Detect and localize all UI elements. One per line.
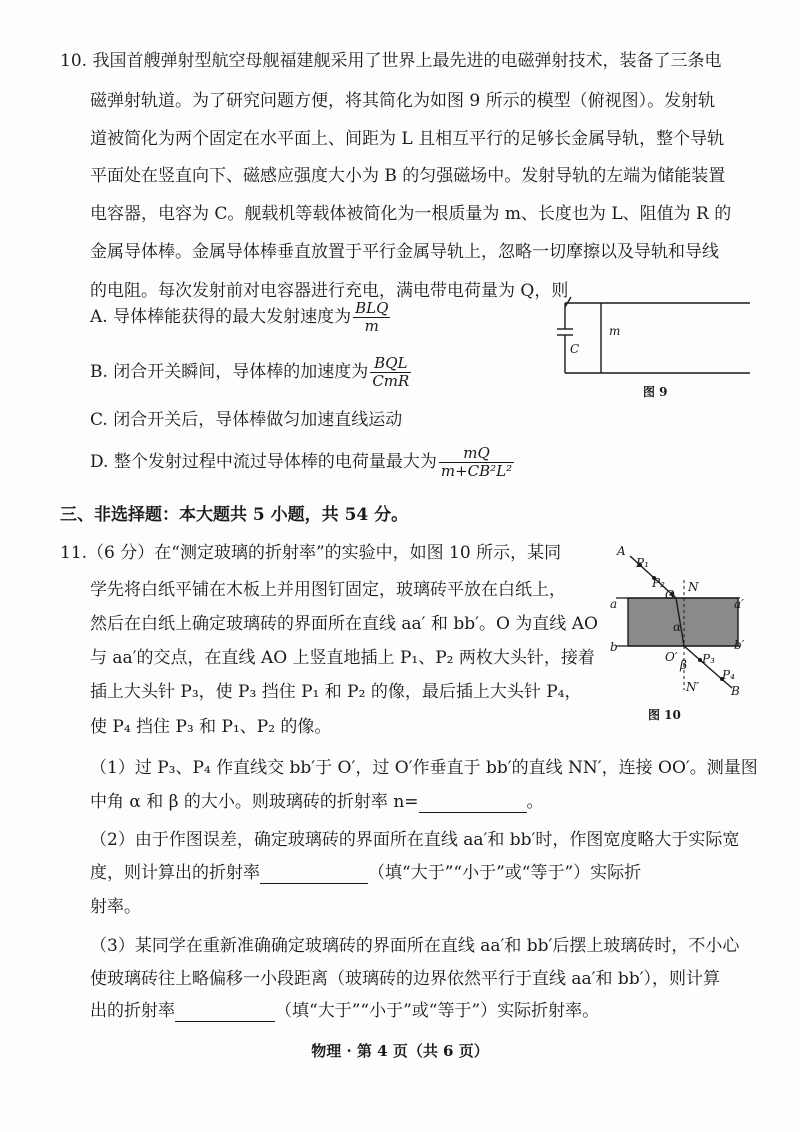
fig10-label-B: B <box>731 684 740 698</box>
q11-part2-text: 度，则计算出的折射率 <box>90 863 260 883</box>
q10-line-2: 磁弹射轨道。为了研究问题方便，将其简化为如图 9 所示的模型（俯视图）。发射轨 <box>90 91 716 111</box>
q10-line-6: 金属导体棒。金属导体棒垂直放置于平行金属导轨上，忽略一切摩擦以及导轨和导线 <box>90 242 719 262</box>
fig10-label-a: a <box>610 597 618 611</box>
q10-line-3: 道被简化为两个固定在水平面上、间距为 L 且相互平行的足够长金属导轨，整个导轨 <box>90 129 725 149</box>
option-d-text: D. 整个发射过程中流过导体棒的电荷量最大为 <box>90 452 437 472</box>
q11-part3-line-1: （3）某同学在重新准确确定玻璃砖的界面所在直线 aa′和 bb′后摆上玻璃砖时，不小心 <box>90 936 740 956</box>
fig10-label-P4: P₄ <box>722 668 735 682</box>
q11-line-1: 11.（6 分）在“测定玻璃的折射率”的实验中，如图 10 所示，某同 <box>60 543 562 563</box>
q11-part2-options: （填“大于”“小于”或“等于”）实际折 <box>368 863 642 883</box>
fig10-label-b-prime: b′ <box>734 638 745 652</box>
option-a-text: A. 导体棒能获得的最大发射速度为 <box>90 307 352 327</box>
figure-9-caption: 图 9 <box>643 385 668 399</box>
q10-option-a <box>90 300 390 335</box>
q11-line-6: 使 P₄ 挡住 P₃ 和 P₁、P₂ 的像。 <box>90 717 332 737</box>
q11-part3-line-3 <box>90 1000 599 1022</box>
q11-part1-text: 中角 α 和 β 的大小。则玻璃砖的折射率 n= <box>90 792 419 812</box>
q11-part2-line-1: （2）由于作图误差，确定玻璃砖的界面所在直线 aa′和 bb′时，作图宽度略大于实际宽 <box>90 830 740 850</box>
option-d-denominator: m+CB²L² <box>440 462 513 480</box>
fig10-label-N: N <box>688 580 699 594</box>
section-3-heading: 三、非选择题：本大题共 5 小题，共 54 分。 <box>60 505 409 525</box>
option-b-text: B. 闭合开关瞬间，导体棒的加速度为 <box>90 362 369 382</box>
q10-option-b <box>90 355 411 390</box>
q11-line-5: 插上大头针 P₃，使 P₃ 挡住 P₁ 和 P₂ 的像，最后插上大头针 P₄， <box>90 682 582 702</box>
option-b-denominator: CmR <box>372 372 410 390</box>
fig10-label-P3: P₃ <box>702 652 715 666</box>
option-a-fraction <box>353 300 390 335</box>
page-footer: 物理 · 第 4 页（共 6 页） <box>311 1042 489 1060</box>
q11-line-2: 学先将白纸平铺在木板上并用图钉固定，玻璃砖平放在白纸上， <box>90 580 566 600</box>
figure-9-diagram <box>555 295 755 385</box>
q11-line-3: 然后在白纸上确定玻璃砖的界面所在直线 aa′ 和 bb′。O 为直线 AO <box>90 614 598 634</box>
option-a-numerator: BLQ <box>355 299 389 317</box>
option-d-numerator: mQ <box>439 445 514 463</box>
fig10-label-A: A <box>617 544 626 558</box>
q11-part3-line-2: 使玻璃砖往上略偏移一小段距离（玻璃砖的边界依然平行于直线 aa′和 bb′），则计算 <box>90 969 721 989</box>
answer-blank-2[interactable] <box>260 865 368 884</box>
option-b-numerator: BQL <box>370 355 411 373</box>
fig10-label-a-prime: a′ <box>734 597 744 611</box>
fig9-label-m: m <box>609 324 621 338</box>
q11-part2-line-2 <box>90 862 641 884</box>
q11-part3-options: （填“大于”“小于”或“等于”）实际折射率。 <box>275 1001 600 1021</box>
option-d-fraction <box>439 445 514 480</box>
fig10-label-beta: β <box>680 658 687 672</box>
q11-part1-line-1: （1）过 P₃、P₄ 作直线交 bb′于 O′，过 O′作垂直于 bb′的直线 NN′，连接 OO′。测量图 <box>90 758 758 778</box>
q11-line-4: 与 aa′的交点，在直线 AO 上竖直地插上 P₁、P₂ 两枚大头针，接着 <box>90 648 595 668</box>
figure-10-diagram <box>612 540 757 705</box>
fig10-label-O-prime: O′ <box>665 650 678 664</box>
fig10-label-P1: P₁ <box>636 556 649 570</box>
q11-part2-line-3: 射率。 <box>90 897 141 917</box>
q10-line-1: 10. 我国首艘弹射型航空母舰福建舰采用了世界上最先进的电磁弹射技术，装备了三条电 <box>60 51 722 71</box>
q10-option-c: C. 闭合开关后，导体棒做匀加速直线运动 <box>90 410 403 430</box>
q10-option-d <box>90 445 514 480</box>
switch <box>565 297 571 307</box>
fig10-label-N-prime: N′ <box>686 680 700 694</box>
option-b-fraction <box>370 355 411 390</box>
q11-part1-line-2 <box>90 791 544 813</box>
q10-line-7: 的电阻。每次发射前对电容器进行充电，满电带电荷量为 Q，则 <box>90 281 569 301</box>
answer-blank-3[interactable] <box>175 1003 275 1022</box>
fig9-label-C: C <box>570 342 580 356</box>
answer-blank-1[interactable] <box>419 794 527 813</box>
q11-part3-text: 出的折射率 <box>90 1001 175 1021</box>
fig10-label-alpha: α <box>673 620 682 634</box>
q10-line-4: 平面处在竖直向下、磁感应强度大小为 B 的匀强磁场中。发射导轨的左端为储能装置 <box>90 166 726 186</box>
fig10-label-P2: P₂ <box>652 576 665 590</box>
q10-line-5: 电容器，电容为 C。舰载机等载体被简化为一根质量为 m、长度也为 L、阻值为 R 的 <box>90 204 732 224</box>
figure-10-caption: 图 10 <box>648 708 681 722</box>
fig10-label-b: b <box>610 640 618 654</box>
fig10-label-O: O <box>665 588 675 602</box>
option-a-denominator: m <box>364 317 379 335</box>
q11-part1-end: 。 <box>526 792 544 812</box>
